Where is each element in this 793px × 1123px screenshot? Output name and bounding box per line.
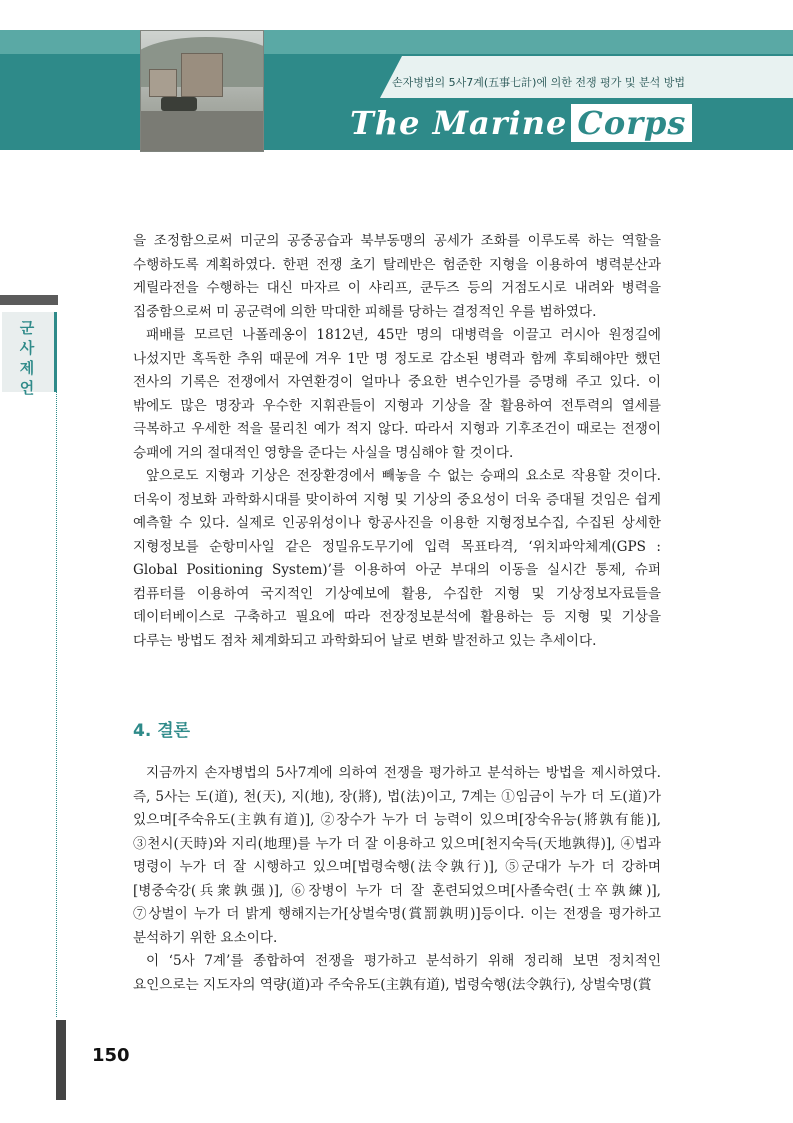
side-bar-top [0,295,58,305]
running-title: 손자병법의 5사7계(五事七計)에 의한 전쟁 평가 및 분석 방법 [392,76,685,89]
side-section-label: 군사제언 [19,319,35,397]
header-top-margin [0,0,793,30]
body-text [133,230,661,653]
bottom-rule [56,1020,66,1100]
header-photo [140,30,264,152]
section-heading: 4. 결론 [133,721,191,741]
conclusion-text [133,762,661,997]
paragraph: 이 ‘5사 7계’를 종합하여 전쟁을 평가하고 분석하기 위해 정리해 보면 정치적인 요인으로는 지도자의 역량(道)과 주숙유도(主孰有道), 법령숙행(法令孰行), 상벌숙명(賞 [133,953,661,993]
paragraph: 을 조정함으로써 미군의 공중공습과 북부동맹의 공세가 조화를 이루도록 하는 역할을 수행하도록 계획하였다. 한편 전쟁 초기 탈레반은 험준한 지형을 이용하여 병력분산과 게릴라전을 수행하는 대신 마자르 이 샤리프, 쿤두즈 등의 거점도시로 내려와 병력을 집중함으로써 미 공군력에 의한 막대한 피해를 당하는 결정적인 우를 범하였다. [133,233,661,320]
side-dotted-rule [56,392,57,1017]
header-stripe [0,30,793,54]
magazine-title-box: Corps [571,104,692,142]
photo-building [181,53,223,97]
paragraph: 앞으로도 지형과 기상은 전장환경에서 빼놓을 수 없는 승패의 요소로 작용할 것이다. 더욱이 정보화 과학화시대를 맞이하여 지형 및 기상의 중요성이 더욱 증대될 것임은 쉽게 예측할 수 있다. 실제로 인공위성이나 항공사진을 이용한 지형정보수집, 수집된 상세한 지형정보를 순항미사일 같은 정밀유도무기에 입력 목표타격, ‘위치파악체계(GPS : Global Positioning System)’를 이용하여 아군 부대의 이동을 실시간 통제, 슈퍼 컴퓨터를 이용하여 국지적인 기상예보에 활용, 수집한 지형 및 기상정보자료들을 데이터베이스로 구축하고 필요에 따라 전장정보분석에 활용하는 등 지형 및 기상을 다루는 방법도 점차 체계화되고 과학화되어 날로 변화 발전하고 있는 추세이다. [133,468,661,649]
paragraph: 지금까지 손자병법의 5사7계에 의하여 전쟁을 평가하고 분석하는 방법을 제시하였다. 즉, 5사는 도(道), 천(天), 지(地), 장(將), 법(法)이고, 7계는 ①임금이 누가 더 도(道)가 있으며[주숙유도(主孰有道)], ②장수가 누가 더 능력이 있으며[장숙유능(將孰有能)], ③천시(天時)와 지리(地理)를 누가 더 잘 이용하고 있으며[천지숙득(天地孰得)], ④법과 명령이 누가 더 잘 시행하고 있으며[법령숙행(法令孰行)], ⑤군대가 누가 더 강하며[병중숙강(兵衆孰强)], ⑥장병이 누가 더 잘 훈련되었으며[사졸숙련(士卒孰練)], ⑦상벌이 누가 더 밝게 행해지는가[상벌숙명(賞罰孰明)]등이다. 이는 전쟁을 평가하고 분석하기 위한 요소이다. [133,765,661,946]
photo-vehicle [161,97,197,111]
page-number: 150 [92,1045,130,1066]
magazine-title-main: The Marine [350,104,568,142]
paragraph: 패배를 모르던 나폴레옹이 1812년, 45만 명의 대병력을 이끌고 러시아 원정길에 나섰지만 혹독한 추위 때문에 겨우 1만 명 정도로 감소된 병력과 함께 후퇴해야만 했던 전사의 기록은 전쟁에서 자연환경이 얼마나 중요한 변수인가를 증명해 주고 있다. 이 밖에도 많은 명장과 우수한 지휘관들이 지형과 기상을 잘 활용하여 전투력의 열세를 극복하고 우세한 적을 물리친 예가 적지 않다. 따라서 지형과 기후조건이 때로는 전쟁이 승패에 거의 절대적인 영향을 준다는 사실을 명심해야 할 것이다. [133,327,661,461]
magazine-title [350,104,692,142]
photo-building-small [149,69,177,97]
photo-ground [141,111,264,152]
